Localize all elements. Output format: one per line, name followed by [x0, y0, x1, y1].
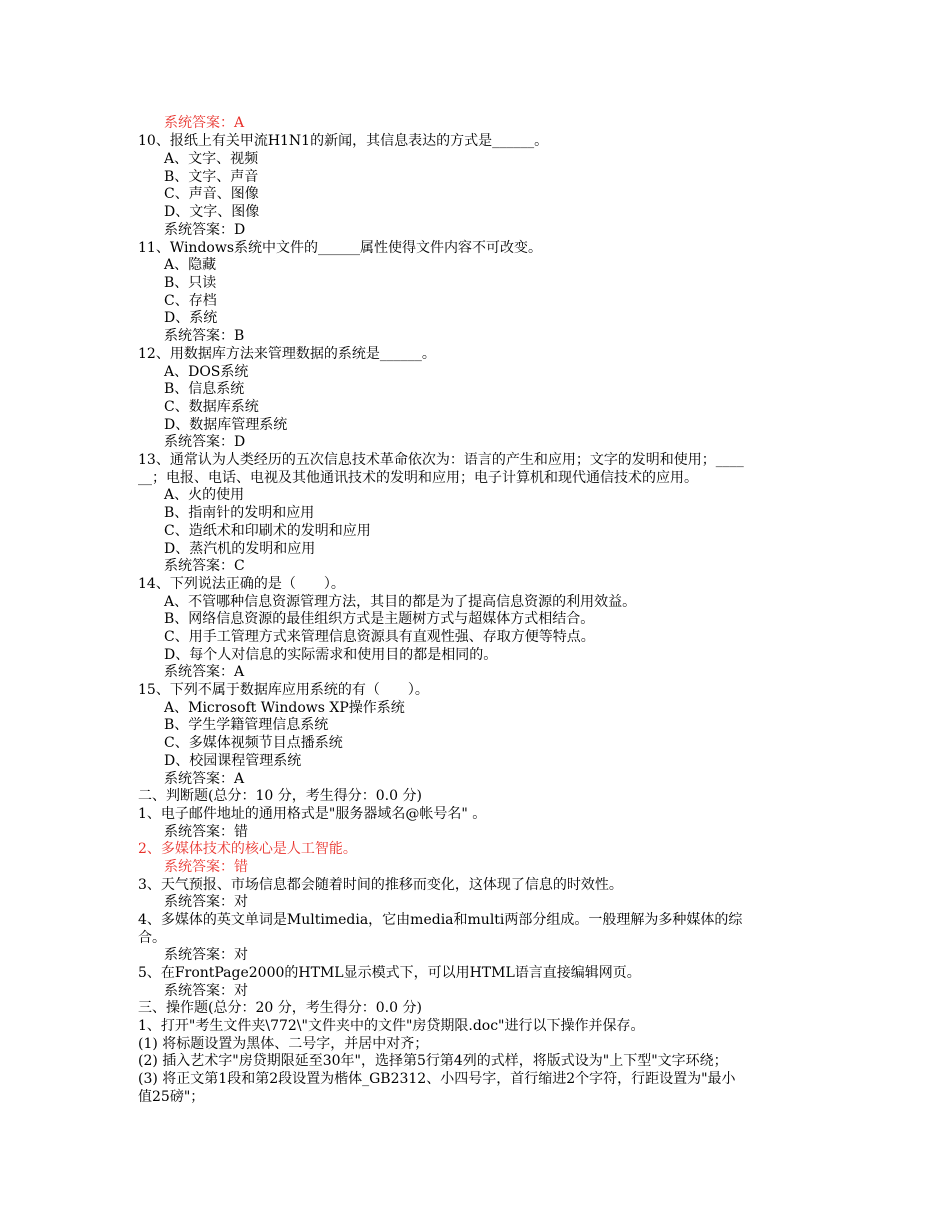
q12-option-b: B、信息系统: [164, 381, 245, 397]
tf-answer-4: 系统答案：对: [164, 947, 248, 963]
q12-option-d: D、数据库管理系统: [164, 417, 288, 433]
tf-answer-5: 系统答案：对: [164, 983, 248, 999]
question-15: 15、下列不属于数据库应用系统的有（ ）。: [138, 682, 429, 698]
answer-prev: 系统答案：A: [164, 115, 245, 131]
q10-option-a: A、文字、视频: [164, 151, 259, 167]
tf-answer-3: 系统答案：对: [164, 894, 248, 910]
q15-option-d: D、校园课程管理系统: [164, 753, 302, 769]
q13-option-a: A、火的使用: [164, 487, 245, 503]
q12-option-a: A、DOS系统: [164, 364, 249, 380]
q13-option-c: C、造纸术和印刷术的发明和应用: [164, 523, 371, 539]
q15-option-b: B、学生学籍管理信息系统: [164, 717, 329, 733]
question-11: 11、Windows系统中文件的______属性使得文件内容不可改变。: [138, 240, 543, 256]
op-task-1: 1、打开"考生文件夹\772\"文件夹中的文件"房贷期限.doc"进行以下操作并保存。: [138, 1018, 645, 1034]
tf-answer-1: 系统答案：错: [164, 824, 248, 840]
op-step-3: (3) 将正文第1段和第2段设置为楷体_GB2312、小四号字，首行缩进2个字符，行距设置为"最小: [138, 1071, 736, 1087]
section-3-header: 三、操作题(总分：20 分，考生得分：0.0 分): [138, 1000, 422, 1016]
q14-answer: 系统答案：A: [164, 664, 245, 680]
q12-answer: 系统答案：D: [164, 434, 246, 450]
question-14: 14、下列说法正确的是（ ）。: [138, 576, 345, 592]
q14-option-c: C、用手工管理方式来管理信息资源具有直观性强、存取方便等特点。: [164, 629, 595, 645]
tf-question-5: 5、在FrontPage2000的HTML显示模式下，可以用HTML语言直接编辑网页。: [138, 965, 641, 981]
q15-answer: 系统答案：A: [164, 771, 245, 787]
question-13-line2: __；电报、电话、电视及其他通讯技术的发明和应用；电子计算机和现代通信技术的应用。: [138, 470, 698, 486]
question-12: 12、用数据库方法来管理数据的系统是______。: [138, 346, 436, 362]
q13-answer: 系统答案：C: [164, 558, 245, 574]
q11-option-a: A、隐藏: [164, 257, 217, 273]
question-13-line1: 13、通常认为人类经历的五次信息技术革命依次为：语言的产生和应用；文字的发明和使用；____: [138, 452, 744, 468]
q14-option-a: A、不管哪种信息资源管理方法，其目的都是为了提高信息资源的利用效益。: [164, 594, 637, 610]
q11-answer: 系统答案：B: [164, 328, 245, 344]
q10-option-c: C、声音、图像: [164, 186, 259, 202]
q11-option-b: B、只读: [164, 275, 217, 291]
q13-option-d: D、蒸汽机的发明和应用: [164, 541, 316, 557]
op-step-3-cont: 值25磅"；: [138, 1089, 205, 1105]
section-2-header: 二、判断题(总分：10 分，考生得分：0.0 分): [138, 788, 422, 804]
q13-option-b: B、指南针的发明和应用: [164, 505, 315, 521]
q15-option-a: A、Microsoft Windows XP操作系统: [164, 700, 405, 716]
q10-answer: 系统答案：D: [164, 222, 246, 238]
q12-option-c: C、数据库系统: [164, 399, 259, 415]
q11-option-c: C、存档: [164, 293, 217, 309]
q10-option-b: B、文字、声音: [164, 169, 259, 185]
tf-question-4-line2: 合。: [138, 930, 166, 946]
q11-option-d: D、系统: [164, 310, 218, 326]
op-step-2: (2) 插入艺术字"房贷期限延至30年"，选择第5行第4列的式样，将版式设为"上下型"文字环绕；: [138, 1053, 728, 1069]
question-10: 10、报纸上有关甲流H1N1的新闻，其信息表达的方式是______。: [138, 133, 549, 149]
tf-question-3: 3、天气预报、市场信息都会随着时间的推移而变化，这体现了信息的时效性。: [138, 877, 623, 893]
q14-option-d: D、每个人对信息的实际需求和使用目的都是相同的。: [164, 647, 498, 663]
q15-option-c: C、多媒体视频节目点播系统: [164, 735, 343, 751]
op-step-1: (1) 将标题设置为黑体、二号字，并居中对齐；: [138, 1036, 429, 1052]
q14-option-b: B、网络信息资源的最佳组织方式是主题树方式与超媒体方式相结合。: [164, 611, 595, 627]
tf-question-2: 2、多媒体技术的核心是人工智能。: [138, 841, 357, 857]
tf-question-4-line1: 4、多媒体的英文单词是Multimedia，它由media和multi两部分组成。一般理解为多种媒体的综: [138, 912, 743, 928]
q10-option-d: D、文字、图像: [164, 204, 260, 220]
tf-question-1: 1、电子邮件地址的通用格式是"服务器域名@帐号名" 。: [138, 806, 487, 822]
tf-answer-2: 系统答案：错: [164, 859, 248, 875]
